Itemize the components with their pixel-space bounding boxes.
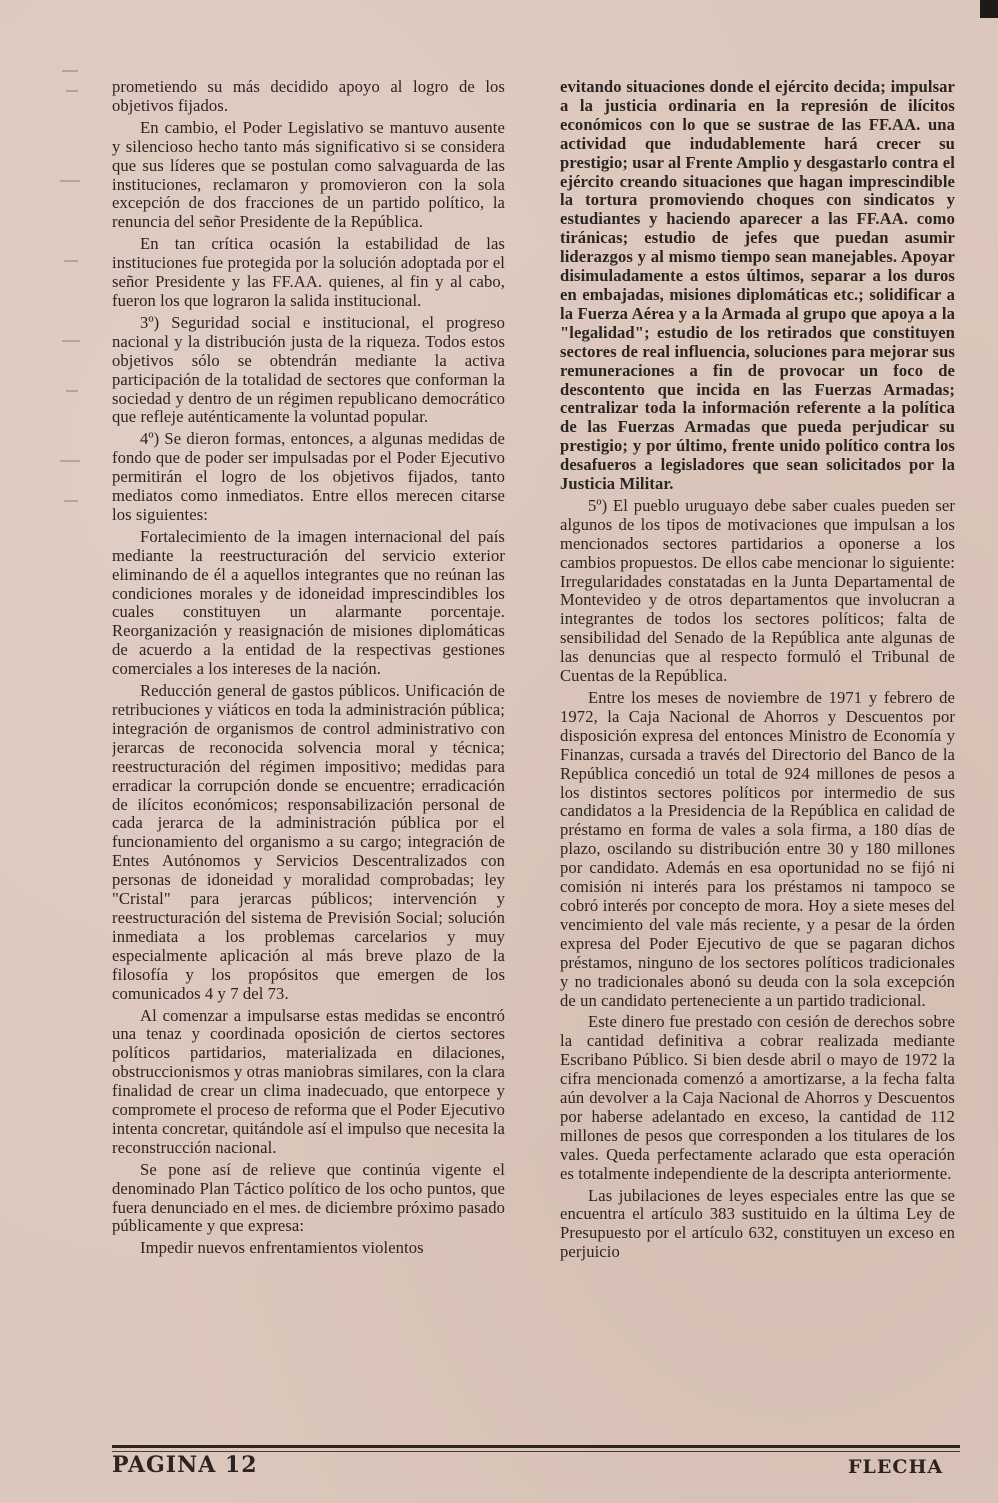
- right-paragraph-3: Entre los meses de noviembre de 1971 y febrero de 1972, la Caja Nacional de Ahorros y Descuentos por disposición expresa del entonces Ministro de Economía y Finanzas, cursada a través del Directorio del Banco de la República concedió un total de 924 millones de pesos a los distintos sectores políticos por intermedio de sus candidatos a la Presidencia de la República en calidad de préstamo en forma de vales a sola firma, a 180 días de plazo, oscilando su distribución entre 30 y 180 millones por candidato. Además en esa oportunidad no se fijó ni comisión ni interés para los préstamos ni tampoco se cobró interés por concepto de mora. Hoy a siete meses del vencimiento del vale más reciente, y a pesar de la órden expresa del Poder Ejecutivo de que se pagaran dichos préstamos, ninguno de los sectores políticos tradicionales y no tradicionales abonó su deuda con la sola excepción de un candidato perteneciente a un partido tradicional.: [560, 688, 955, 1010]
- left-paragraph-9: Se pone así de relieve que continúa vigente el denominado Plan Táctico político de los ocho puntos, que fuera denunciado en el mes. de diciembre próximo pasado públicamente y que expresa:: [112, 1159, 505, 1236]
- left-paragraph-2: En cambio, el Poder Legislativo se mantuvo ausente y silencioso hecho tanto más significativo si se considera que sus líderes que se postulan como salvaguarda de las instituciones, reclamaron y promovieron con la sola excepción de dos fracciones de un partido político, la renuncia del señor Presidente de la República.: [112, 117, 505, 232]
- left-column: [112, 78, 505, 1438]
- footer-rule: [112, 1445, 960, 1448]
- left-paragraph-10: Impedir nuevos enfrentamientos violentos: [140, 1238, 424, 1258]
- left-paragraph-4: 3º) Seguridad social e institucional, el progreso nacional y la distribución justa de la riqueza. Todos estos objetivos sólo se obtendrán mediante la activa participación de la totalidad de sectores que conforman la sociedad y dentro de un régimen republicano democrático que refleje auténticamente la voluntad popular.: [112, 312, 505, 427]
- right-paragraph-5: Las jubilaciones de leyes especiales entre las que se encuentra el artículo 383 sustituido en la última Ley de Presupuesto por el artículo 632, constituyen un exceso en perjuicio: [560, 1185, 955, 1262]
- left-paragraph-1: prometiendo su más decidido apoyo al logro de los objetivos fijados.: [112, 78, 505, 115]
- right-paragraph-4: Este dinero fue prestado con cesión de derechos sobre la cantidad definitiva a cobrar realizada mediante Escribano Público. Si bien desde abril o mayo de 1972 la cifra mencionada comenzó a amortizarse, a la fecha falta aún devolver a la Caja Nacional de Ahorros y Descuentos por haberse adelantado en exceso, la cantidad de 112 millones de pesos que corresponden a los titulares de los vales. Queda perfectamente aclarado que esta operación es totalmente independiente de la descripta anteriormente.: [560, 1012, 955, 1183]
- left-paragraph-7: Reducción general de gastos públicos. Unificación de retribuciones y viáticos en toda la administración pública; integración de organismos de control administrativo con jerarcas de reconocida solvencia moral y técnica; reestructuración del régimen impositivo; medidas para erradicar la corrupción donde se encuentre; erradicación de ilícitos económicos; responsabilización personal de cada jerarca de la administración pública por el funcionamiento del organismo a su cargo; integración de Entes Autónomos y Servicios Descentralizados con personas de idoneidad y moralidad comprobadas; ley "Cristal" para jerarcas públicos; intervención y reestructuración del sistema de Previsión Social; solución inmediata a los problemas carcelarios y muy especialmente aplicación al más breve plazo de la filosofía y los propósitos que emergen de los comunicados 4 y 7 del 73.: [112, 681, 505, 1003]
- right-paragraph-1: evitando situaciones donde el ejército decida; impulsar a la justicia ordinaria en la represión de ilícitos económicos con lo que se sustrae de las FF.AA. una actividad que indudablemente hará crecer su prestigio; usar al Frente Amplio y desgastarlo contra el ejército creando situaciones que hagan imprescindible la tortura promoviendo choques con sindicatos y estudiantes y haciendo aparecer a las FF.AA. como tiránicas; estudio de jefes que puedan asumir liderazgos y al mismo tiempo sean manejables. Apoyar disimuladamente a estos últimos, separar a los duros en embajadas, misiones diplomáticas etc.; solidificar a la Fuerza Aérea y a la Armada al grupo que apoya a la "legalidad"; estudio de los retirados que constituyen sectores de real influencia, soluciones para mejorar sus remuneraciones a fin de provocar un foco de descontento que incida en las Fuerzas Armadas; centralizar toda la información referente a la política de las Fuerzas Armadas que pueda perjudicar su prestigio; y por último, frente unido político contra los desafueros a legisladores que sean solicitados por la Justicia Militar.: [560, 78, 955, 494]
- right-column: [560, 78, 955, 1438]
- left-paragraph-3: En tan crítica ocasión la estabilidad de las instituciones fue protegida por la solución adoptada por el señor Presidente y las FF.AA. quienes, al fin y al cabo, fueron los que lograron la salida institucional.: [112, 234, 505, 310]
- right-paragraph-2: 5º) El pueblo uruguayo debe saber cuales pueden ser algunos de los tipos de motivaciones que impulsan a los mencionados sectores partidarios a oponerse a los cambios propuestos. De ellos cabe mencionar lo siguiente: Irregularidades constatadas en la Junta Departamental de Montevideo y de otros departamentos que involucran a integrantes de todos los sectores políticos; falta de sensibilidad del Senado de la República ante algunas de las denuncias que al respecto formuló el Tribunal de Cuentas de la República.: [560, 495, 955, 686]
- publication-name: FLECHA: [848, 1456, 944, 1478]
- left-paragraph-8: Al comenzar a impulsarse estas medidas se encontró una tenaz y coordinada oposición de ciertos sectores políticos partidarios, materializada en dilaciones, obstruccionismos y otras maniobras similares, con la clara finalidad de crear un clima inadecuado, que entorpece y compromete el proceso de reforma que el Poder Ejecutivo intenta concretar, quitándole así el impulso que necesita la reconstrucción nacional.: [112, 1005, 505, 1157]
- margin-smudges: [56, 60, 96, 520]
- left-paragraph-6: Fortalecimiento de la imagen internacional del país mediante la reestructuración del servicio exterior eliminando de él a aquellos integrantes que no reúnan las condiciones morales y de idoneidad imprescindibles los cuales constituyen un alarmante porcentaje. Reorganización y reasignación de misiones diplomáticas de acuerdo a la entidad de la respectivas gestiones comerciales a los intereses de la nación.: [112, 526, 505, 679]
- page-number: PAGINA 12: [112, 1452, 258, 1478]
- left-paragraph-5: 4º) Se dieron formas, entonces, a algunas medidas de fondo que de poder ser impulsadas por el Poder Ejecutivo permitirán el logro de los objetivos fijados, tanto mediatos como inmediatos. Entre ellos merecen citarse los siguientes:: [112, 429, 505, 524]
- corner-ink-mark: [980, 0, 998, 18]
